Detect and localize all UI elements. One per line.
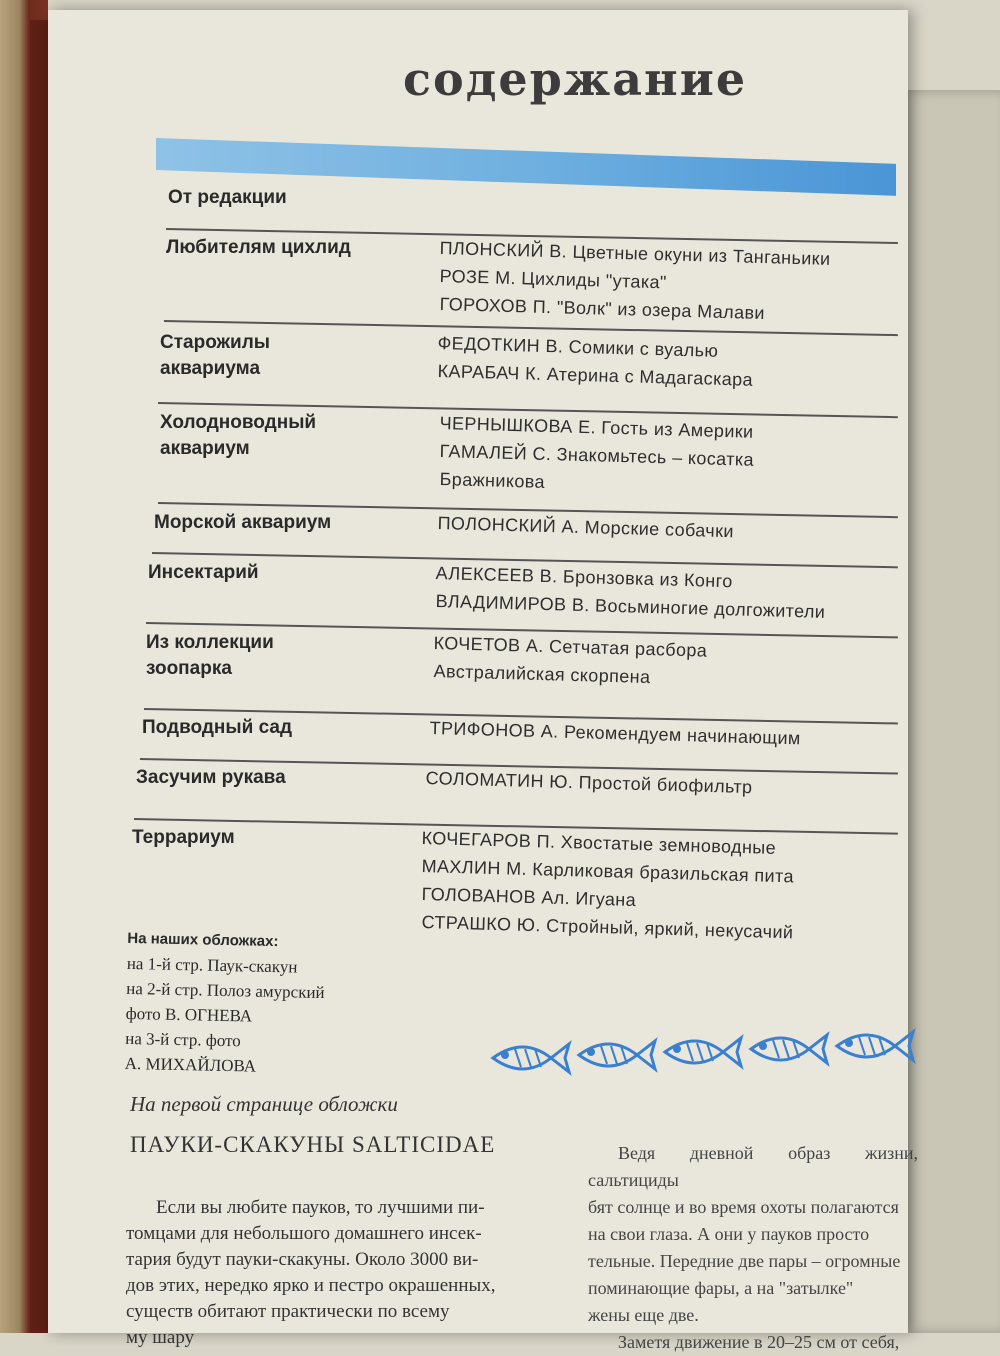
toc-entry: ВЛАДИМИРОВ В. Восьминогие долгожители <box>435 590 826 622</box>
fish-eye-icon <box>503 1053 508 1058</box>
covers-line: на 3-й стр. фото <box>125 1028 242 1051</box>
toc-entry: ПЛОНСКИЙ В. Цветные окуни из Танганьики <box>439 237 831 269</box>
toc-rubric: Засучим рукава <box>136 767 286 788</box>
toc-entry: РОЗЕ М. Цихлиды "утака" <box>439 265 667 293</box>
article-line: дов этих, нередко ярко и пестро окрашенных, <box>126 1275 496 1296</box>
fish-ornament <box>488 1020 928 1090</box>
article-line: тельные. Передние две пары – огромные <box>588 1251 901 1271</box>
covers-note <box>124 926 325 1080</box>
covers-line: на 1-й стр. Паук-скакун <box>126 953 298 977</box>
page-title: содержание <box>403 52 748 106</box>
toc-entry: ГОРОХОВ П. "Волк" из озера Малави <box>439 293 766 324</box>
toc-rubric: Любителям цихлид <box>166 237 351 258</box>
magazine-page <box>48 10 918 1352</box>
fish-stripe <box>525 1049 531 1067</box>
fish-stripe <box>515 1049 521 1067</box>
covers-line: на 2-й стр. Полоз амурский <box>126 978 325 1003</box>
toc-entry: ГОЛОВАНОВ Ал. Игуана <box>421 883 637 910</box>
toc-entry: ПОЛОНСКИЙ А. Морские собачки <box>437 512 735 542</box>
toc-rubric: Подводный сад <box>142 717 293 738</box>
article-line: на свои глаза. А они у пауков просто <box>588 1224 870 1244</box>
covers-heading: На наших обложках: <box>127 929 279 951</box>
article-line: жены еще две. <box>588 1305 699 1325</box>
toc-entry: ЧЕРНЫШКОВА Е. Гость из Америки <box>439 412 754 442</box>
fish-eye-icon <box>761 1044 766 1049</box>
fish-eye-icon <box>675 1047 680 1052</box>
covers-line: А. МИХАЙЛОВА <box>124 1053 257 1076</box>
toc-entry: КОЧЕТОВ А. Сетчатая расбора <box>433 632 708 661</box>
fish-eye-icon <box>589 1050 594 1055</box>
toc-entry: АЛЕКСЕЕВ В. Бронзовка из Конго <box>435 562 733 592</box>
fish-stripe <box>783 1040 789 1058</box>
toc-entry: Бражникова <box>439 468 546 492</box>
article-line: Ведя дневной образ жизни, сальтициды <box>588 1143 918 1190</box>
article-line: бят солнце и во время охоты полагаются <box>588 1197 899 1217</box>
toc-entry: КОЧЕГАРОВ П. Хвостатые земноводные <box>421 827 777 858</box>
toc-rubric: Старожилы аквариума <box>160 332 271 379</box>
fish-stripe <box>697 1043 703 1061</box>
fish-stripe <box>601 1046 607 1064</box>
fish-stripe <box>869 1037 875 1055</box>
article-line: му шару <box>126 1327 195 1348</box>
article-title: ПАУКИ-СКАКУНЫ SALTICIDAE <box>130 1132 496 1157</box>
fish-stripe <box>773 1040 779 1058</box>
toc-entry: ТРИФОНОВ А. Рекомендуем начинающим <box>429 717 802 749</box>
toc-entry: Австралийская скорпена <box>433 660 651 688</box>
article-line: Заметя движение в 20–25 см от себя, <box>618 1332 900 1352</box>
toc-entry: МАХЛИН М. Карликовая бразильская пита <box>421 855 795 887</box>
toc-rubric: Морской аквариум <box>154 512 332 533</box>
toc-entry: СТРАШКО Ю. Стройный, яркий, некусачий <box>421 911 794 943</box>
fish-stripe <box>687 1043 693 1061</box>
toc-rubric: Инсектарий <box>148 562 259 583</box>
article-line: Если вы любите пауков, то лучшими пи- <box>156 1197 485 1218</box>
covers-line: фото В. ОГНЕВА <box>125 1003 253 1026</box>
article-kicker: На первой странице обложки <box>130 1092 398 1116</box>
toc-rubric: Холодноводный аквариум <box>160 412 317 459</box>
toc-entry: ФЕДОТКИН В. Сомики с вуалью <box>437 332 719 361</box>
article-column-right <box>588 1140 918 1356</box>
article-line: тария будут пауки-скакуны. Около 3000 ви- <box>126 1249 479 1270</box>
toc-entry: СОЛОМАТИН Ю. Простой биофильтр <box>425 767 753 798</box>
fish-stripe <box>859 1037 865 1055</box>
toc-rubric: От редакции <box>168 187 287 208</box>
article-line: поминающие фары, а на "затылке" <box>588 1278 854 1298</box>
article-column-left <box>126 1195 606 1351</box>
fish-stripe <box>611 1046 617 1064</box>
article-line: существ обитают практически по всему <box>126 1301 450 1322</box>
fish-eye-icon <box>847 1041 852 1046</box>
article-line: томцами для небольшого домашнего инсек- <box>126 1223 482 1244</box>
toc-rubric: Террариум <box>132 827 235 848</box>
toc-entry: ГАМАЛЕЙ С. Знакомьтесь – косатка <box>439 440 755 470</box>
toc-entry: КАРАБАЧ К. Атерина с Мадагаскара <box>437 360 754 390</box>
toc-rubric: Из коллекции зоопарка <box>146 632 274 679</box>
